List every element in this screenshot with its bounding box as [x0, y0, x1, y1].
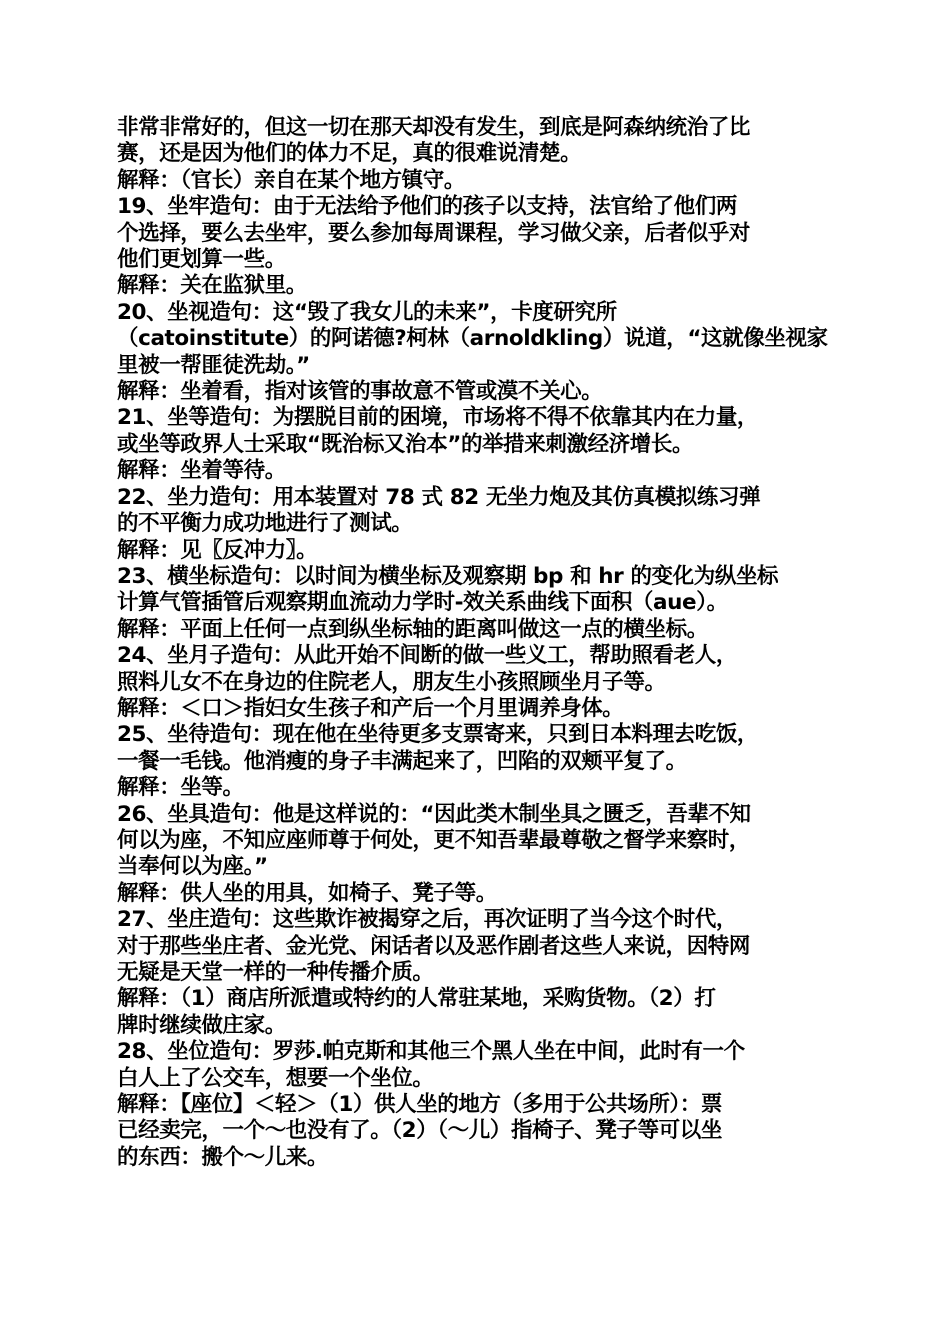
text-line: 里被一帮匪徒洗劫。” — [117, 352, 310, 378]
text-line: 解释：（官长）亲自在某个地方镇守。 — [117, 167, 465, 193]
text-line: 已经卖完，一个～也没有了。（2）（～儿）指椅子、凳子等可以坐 — [117, 1118, 722, 1144]
text-line: 23、横坐标造句：以时间为横坐标及观察期 bp 和 hr 的变化为纵坐标 — [117, 563, 779, 589]
text-line: 20、坐视造句：这“毁了我女儿的未来”，卡度研究所 — [117, 299, 617, 325]
text-line: 19、坐牢造句：由于无法给予他们的孩子以支持，法官给了他们两 — [117, 194, 737, 220]
text-line: 解释：见〖反冲力〗。 — [117, 537, 318, 563]
text-line: （catoinstitute）的阿诺德?柯林（arnoldkling）说道，“这就像坐视家 — [117, 326, 828, 352]
text-line: 解释：供人坐的用具，如椅子、凳子等。 — [117, 880, 497, 906]
text-line: 牌时继续做庄家。 — [117, 1012, 286, 1038]
text-line: 无疑是天堂一样的一种传播介质。 — [117, 960, 434, 985]
text-line: 的不平衡力成功地进行了测试。 — [117, 511, 413, 537]
text-line: 24、坐月子造句：从此开始不间断的做一些义工，帮助照看老人， — [117, 643, 737, 669]
document-body — [117, 115, 837, 1171]
text-line: 解释：关在监狱里。 — [117, 273, 307, 299]
text-line: 或坐等政界人士采取“既治标又治本”的举措来刺激经济增长。 — [117, 431, 694, 457]
text-line: 他们更划算一些。 — [117, 247, 286, 273]
text-line: 解释：坐着等待。 — [117, 458, 286, 484]
text-line: 21、坐等造句：为摆脱目前的困境，市场将不得不依靠其内在力量， — [117, 405, 759, 431]
text-line: 计算气管插管后观察期血流动力学时-效关系曲线下面积（aue）。 — [117, 590, 728, 616]
text-line: 个选择，要么去坐牢，要么参加每周课程，学习做父亲，后者似乎对 — [117, 220, 751, 246]
text-line: 25、坐待造句：现在他在坐待更多支票寄来，只到日本料理去吃饭， — [117, 722, 759, 748]
text-line: 何以为座，不知应座师尊于何处，更不知吾辈最尊敬之督学来察时， — [117, 827, 751, 853]
text-line: 照料儿女不在身边的住院老人，朋友生小孩照顾坐月子等。 — [117, 669, 666, 695]
text-line: 白人上了公交车，想要一个坐位。 — [117, 1065, 434, 1091]
text-line: 当奉何以为座。” — [117, 854, 268, 880]
text-line: 解释：【座位】＜轻＞（1）供人坐的地方（多用于公共场所）：票 — [117, 1092, 722, 1118]
text-line: 27、坐庄造句：这些欺诈被揭穿之后，再次证明了当今这个时代， — [117, 907, 737, 933]
text-line: 解释：坐等。 — [117, 775, 244, 801]
text-line: 一餐一毛钱。他消瘦的身子丰满起来了，凹陷的双颊平复了。 — [117, 748, 687, 774]
text-line: 非常非常好的，但这一切在那天却没有发生，到底是阿森纳统治了比 — [117, 115, 751, 140]
text-line: 解释：平面上任何一点到纵坐标轴的距离叫做这一点的横坐标。 — [117, 616, 708, 642]
text-line: 的东西：搬个～儿来。 — [117, 1144, 329, 1170]
text-line: 解释：＜口＞指妇女生孩子和产后一个月里调养身体。 — [117, 695, 624, 721]
text-line: 22、坐力造句：用本装置对 78 式 82 无坐力炮及其仿真模拟练习弹 — [117, 484, 761, 510]
text-line: 解释：（1）商店所派遣或特约的人常驻某地，采购货物。（2）打 — [117, 986, 716, 1012]
text-line: 26、坐具造句：他是这样说的：“因此类木制坐具之匮乏，吾辈不知 — [117, 801, 751, 827]
text-line: 赛，还是因为他们的体力不足，真的很难说清楚。 — [117, 141, 582, 167]
text-line: 解释：坐着看，指对该管的事故意不管或漠不关心。 — [117, 379, 603, 405]
text-line: 28、坐位造句：罗莎.帕克斯和其他三个黑人坐在中间，此时有一个 — [117, 1039, 745, 1065]
text-line: 对于那些坐庄者、金光党、闲话者以及恶作剧者这些人来说，因特网 — [117, 933, 751, 959]
